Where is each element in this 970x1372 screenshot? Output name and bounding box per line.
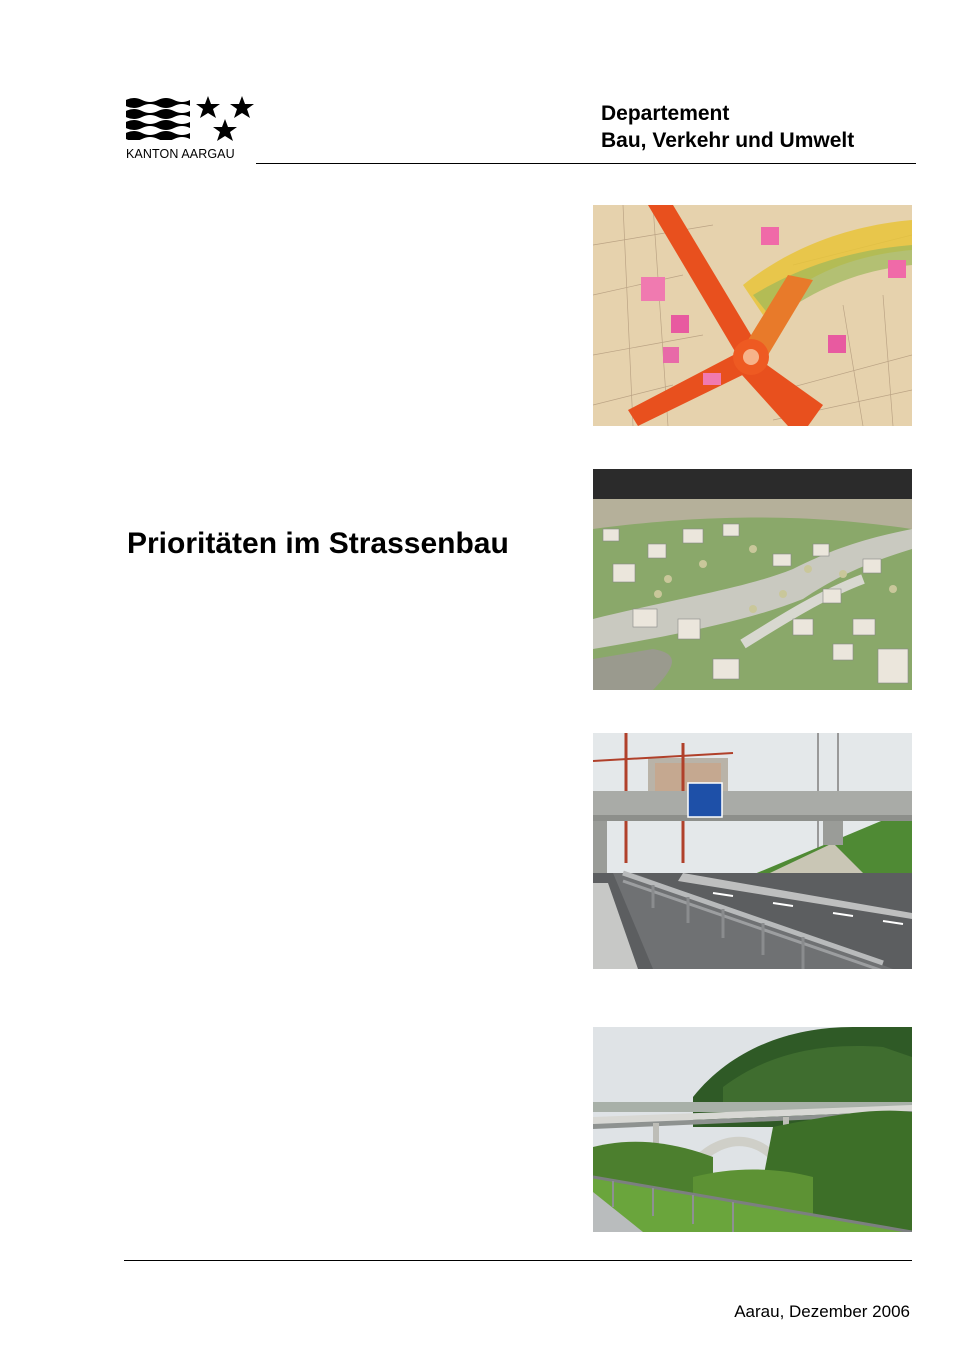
department-heading [601, 100, 854, 154]
footer-divider [124, 1260, 912, 1261]
department-line-2: Bau, Verkehr und Umwelt [601, 129, 855, 152]
landscape-model-photo [593, 469, 912, 690]
motorway-bridge-photo [593, 733, 912, 969]
arch-bridge-photo [593, 1027, 912, 1232]
road-plan-photo [593, 205, 912, 426]
stars-icon [196, 96, 256, 144]
place-date: Aarau, Dezember 2006 [734, 1302, 910, 1321]
page-title: Prioritäten im Strassenbau [127, 527, 509, 560]
kanton-aargau-logo [126, 96, 256, 162]
department-line-1: Departement [601, 102, 730, 125]
waves-icon [126, 96, 190, 140]
header-divider [256, 163, 916, 164]
logo-text: KANTON AARGAU [126, 147, 235, 161]
